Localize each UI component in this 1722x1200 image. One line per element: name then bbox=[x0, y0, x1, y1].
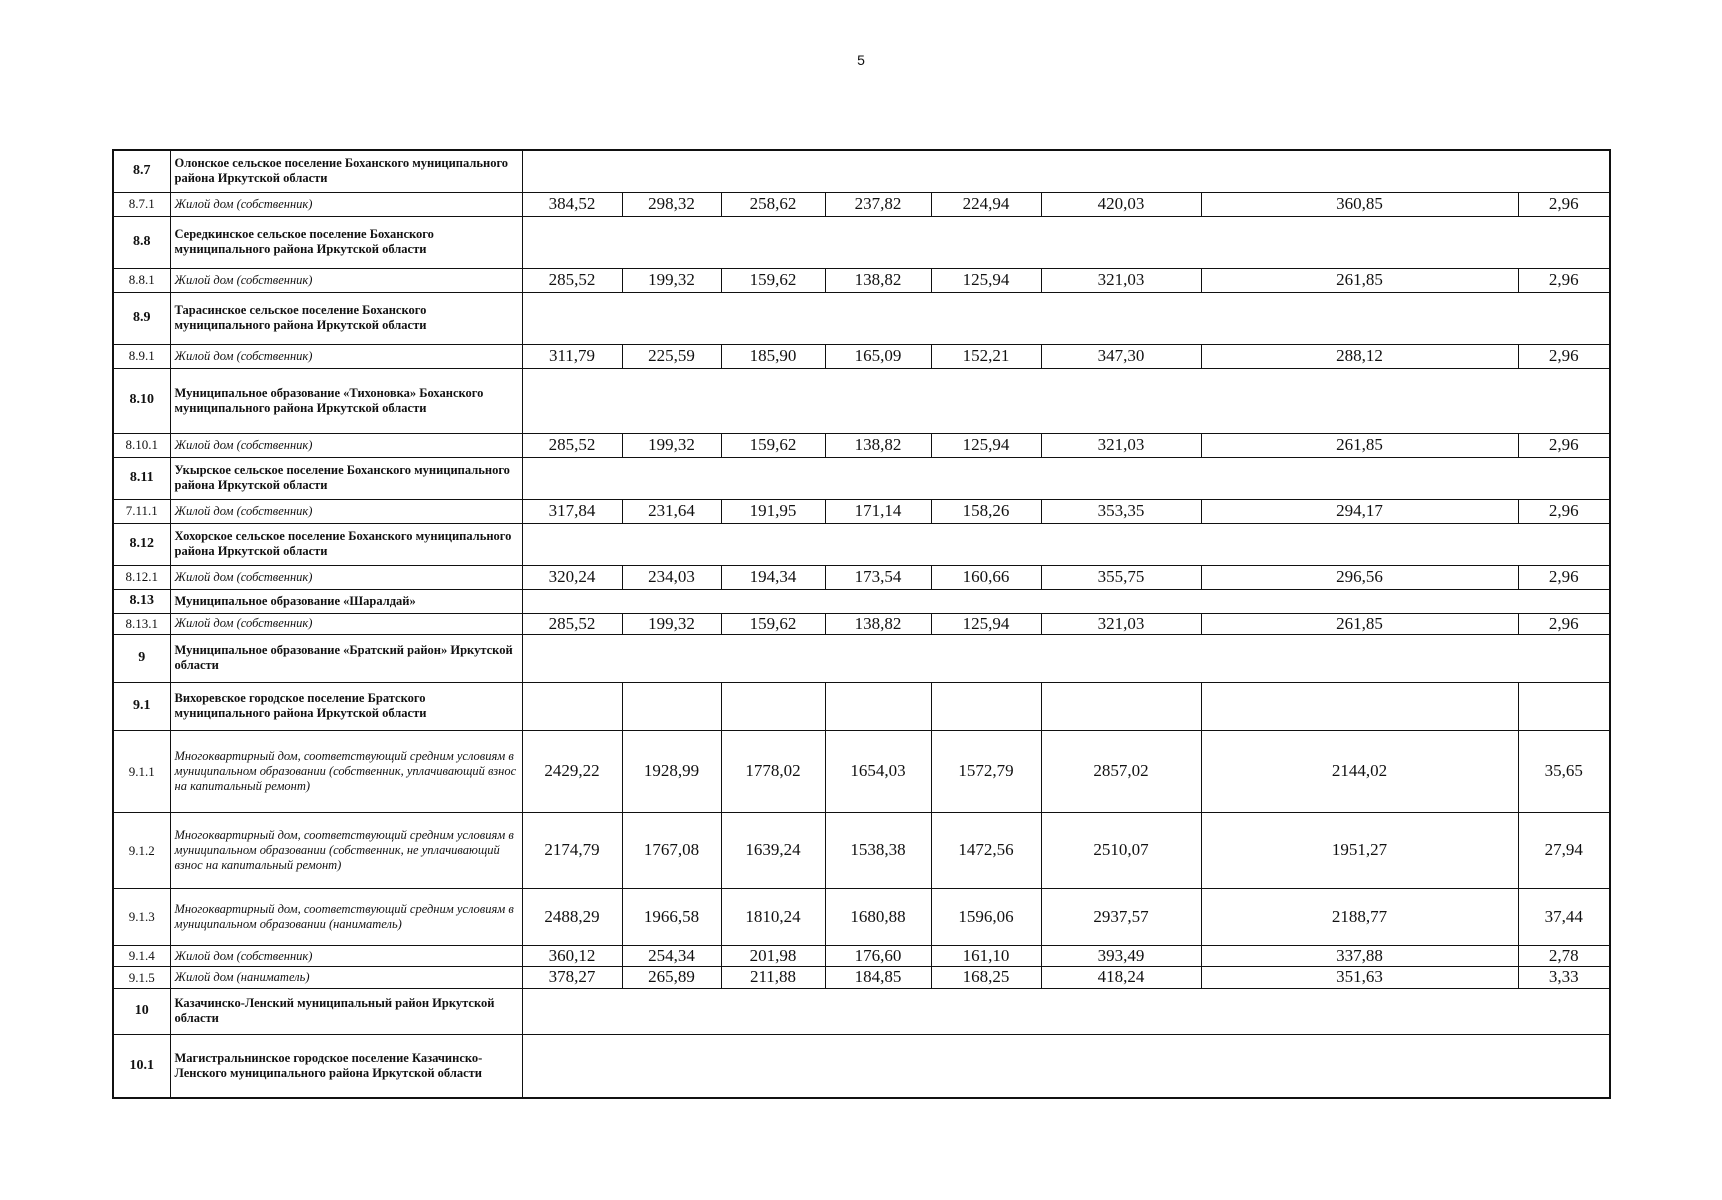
tariff-value: 234,03 bbox=[622, 565, 721, 589]
tariff-value: 285,52 bbox=[522, 268, 622, 292]
section-fill bbox=[522, 150, 1610, 192]
tariff-table bbox=[112, 149, 1611, 1099]
table-row bbox=[113, 192, 1610, 216]
section-name: Муниципальное образование «Тихоновка» Боханского муниципального района Иркутской области bbox=[170, 368, 522, 433]
table-row bbox=[113, 268, 1610, 292]
tariff-value: 37,44 bbox=[1518, 888, 1610, 945]
tariff-value: 320,24 bbox=[522, 565, 622, 589]
empty-cell bbox=[622, 682, 721, 730]
section-fill bbox=[522, 1034, 1610, 1098]
tariff-value: 261,85 bbox=[1201, 613, 1518, 634]
tariff-value: 2,96 bbox=[1518, 433, 1610, 457]
section-fill bbox=[522, 216, 1610, 268]
tariff-value: 165,09 bbox=[825, 344, 931, 368]
item-name: Многоквартирный дом, соответствующий средним условиям в муниципальном образовании (собственник, уплачивающий взнос на капитальный ремонт) bbox=[170, 730, 522, 812]
table-row bbox=[113, 565, 1610, 589]
section-fill bbox=[522, 589, 1610, 613]
row-code: 9.1 bbox=[113, 682, 170, 730]
tariff-value: 321,03 bbox=[1041, 268, 1201, 292]
section-row bbox=[113, 150, 1610, 192]
tariff-value: 138,82 bbox=[825, 433, 931, 457]
tariff-value: 237,82 bbox=[825, 192, 931, 216]
section-name: Вихоревское городское поселение Братского муниципального района Иркутской области bbox=[170, 682, 522, 730]
tariff-value: 420,03 bbox=[1041, 192, 1201, 216]
tariff-value: 2429,22 bbox=[522, 730, 622, 812]
section-name: Муниципальное образование «Братский район» Иркутской области bbox=[170, 634, 522, 682]
tariff-value: 285,52 bbox=[522, 613, 622, 634]
section-name: Казачинско-Ленский муниципальный район Иркутской области bbox=[170, 988, 522, 1034]
tariff-value: 224,94 bbox=[931, 192, 1041, 216]
tariff-value: 125,94 bbox=[931, 433, 1041, 457]
tariff-value: 288,12 bbox=[1201, 344, 1518, 368]
tariff-value: 125,94 bbox=[931, 268, 1041, 292]
tariff-value: 2,78 bbox=[1518, 945, 1610, 966]
table-row bbox=[113, 499, 1610, 523]
tariff-value: 285,52 bbox=[522, 433, 622, 457]
tariff-value: 384,52 bbox=[522, 192, 622, 216]
row-code: 8.10 bbox=[113, 368, 170, 433]
tariff-value: 211,88 bbox=[721, 967, 825, 988]
empty-cell bbox=[1041, 682, 1201, 730]
item-name: Жилой дом (наниматель) bbox=[170, 967, 522, 988]
tariff-value: 261,85 bbox=[1201, 433, 1518, 457]
section-fill bbox=[522, 368, 1610, 433]
item-name: Жилой дом (собственник) bbox=[170, 945, 522, 966]
tariff-value: 1572,79 bbox=[931, 730, 1041, 812]
tariff-value: 378,27 bbox=[522, 967, 622, 988]
tariff-value: 138,82 bbox=[825, 268, 931, 292]
tariff-value: 2,96 bbox=[1518, 499, 1610, 523]
section-row bbox=[113, 292, 1610, 344]
row-code: 9.1.2 bbox=[113, 812, 170, 888]
table-row bbox=[113, 730, 1610, 812]
tariff-value: 337,88 bbox=[1201, 945, 1518, 966]
item-name: Жилой дом (собственник) bbox=[170, 344, 522, 368]
empty-cell bbox=[522, 682, 622, 730]
tariff-value: 171,14 bbox=[825, 499, 931, 523]
tariff-value: 138,82 bbox=[825, 613, 931, 634]
item-name: Жилой дом (собственник) bbox=[170, 499, 522, 523]
item-name: Многоквартирный дом, соответствующий средним условиям в муниципальном образовании (наниматель) bbox=[170, 888, 522, 945]
section-row bbox=[113, 988, 1610, 1034]
section-row bbox=[113, 682, 1610, 730]
tariff-value: 199,32 bbox=[622, 433, 721, 457]
tariff-value: 173,54 bbox=[825, 565, 931, 589]
item-name: Жилой дом (собственник) bbox=[170, 613, 522, 634]
tariff-value: 160,66 bbox=[931, 565, 1041, 589]
section-fill bbox=[522, 988, 1610, 1034]
section-name: Хохорское сельское поселение Боханского муниципального района Иркутской области bbox=[170, 523, 522, 565]
row-code: 8.12 bbox=[113, 523, 170, 565]
tariff-value: 168,25 bbox=[931, 967, 1041, 988]
section-row bbox=[113, 634, 1610, 682]
row-code: 8.9 bbox=[113, 292, 170, 344]
tariff-value: 1538,38 bbox=[825, 812, 931, 888]
tariff-value: 231,64 bbox=[622, 499, 721, 523]
tariff-value: 2,96 bbox=[1518, 268, 1610, 292]
table-row bbox=[113, 433, 1610, 457]
item-name: Жилой дом (собственник) bbox=[170, 433, 522, 457]
tariff-value: 1778,02 bbox=[721, 730, 825, 812]
section-name: Укырское сельское поселение Боханского муниципального района Иркутской области bbox=[170, 457, 522, 499]
tariff-value: 1810,24 bbox=[721, 888, 825, 945]
row-code: 8.13.1 bbox=[113, 613, 170, 634]
empty-cell bbox=[825, 682, 931, 730]
tariff-value: 2174,79 bbox=[522, 812, 622, 888]
tariff-value: 1654,03 bbox=[825, 730, 931, 812]
section-fill bbox=[522, 457, 1610, 499]
row-code: 9 bbox=[113, 634, 170, 682]
row-code: 9.1.5 bbox=[113, 967, 170, 988]
tariff-value: 184,85 bbox=[825, 967, 931, 988]
tariff-value: 1639,24 bbox=[721, 812, 825, 888]
tariff-value: 360,85 bbox=[1201, 192, 1518, 216]
row-code: 8.11 bbox=[113, 457, 170, 499]
tariff-value: 311,79 bbox=[522, 344, 622, 368]
section-name: Муниципальное образование «Шаралдай» bbox=[170, 589, 522, 613]
tariff-value: 296,56 bbox=[1201, 565, 1518, 589]
section-fill bbox=[522, 292, 1610, 344]
table-row bbox=[113, 888, 1610, 945]
tariff-value: 347,30 bbox=[1041, 344, 1201, 368]
tariff-value: 258,62 bbox=[721, 192, 825, 216]
tariff-value: 1680,88 bbox=[825, 888, 931, 945]
tariff-value: 265,89 bbox=[622, 967, 721, 988]
tariff-value: 3,33 bbox=[1518, 967, 1610, 988]
tariff-value: 159,62 bbox=[721, 268, 825, 292]
tariff-value: 159,62 bbox=[721, 433, 825, 457]
tariff-value: 2,96 bbox=[1518, 344, 1610, 368]
tariff-value: 2937,57 bbox=[1041, 888, 1201, 945]
empty-cell bbox=[931, 682, 1041, 730]
section-row bbox=[113, 457, 1610, 499]
row-code: 10.1 bbox=[113, 1034, 170, 1098]
tariff-value: 2,96 bbox=[1518, 613, 1610, 634]
page-number: 5 bbox=[857, 52, 865, 68]
tariff-value: 159,62 bbox=[721, 613, 825, 634]
tariff-value: 35,65 bbox=[1518, 730, 1610, 812]
row-code: 8.10.1 bbox=[113, 433, 170, 457]
tariff-value: 298,32 bbox=[622, 192, 721, 216]
tariff-value: 158,26 bbox=[931, 499, 1041, 523]
tariff-value: 2144,02 bbox=[1201, 730, 1518, 812]
tariff-value: 1767,08 bbox=[622, 812, 721, 888]
section-name: Середкинское сельское поселение Боханского муниципального района Иркутской области bbox=[170, 216, 522, 268]
row-code: 9.1.4 bbox=[113, 945, 170, 966]
tariff-value: 355,75 bbox=[1041, 565, 1201, 589]
row-code: 9.1.1 bbox=[113, 730, 170, 812]
tariff-value: 225,59 bbox=[622, 344, 721, 368]
tariff-value: 321,03 bbox=[1041, 613, 1201, 634]
empty-cell bbox=[721, 682, 825, 730]
tariff-value: 176,60 bbox=[825, 945, 931, 966]
row-code: 8.12.1 bbox=[113, 565, 170, 589]
tariff-value: 1596,06 bbox=[931, 888, 1041, 945]
tariff-value: 360,12 bbox=[522, 945, 622, 966]
table-row bbox=[113, 344, 1610, 368]
tariff-value: 254,34 bbox=[622, 945, 721, 966]
row-code: 8.8 bbox=[113, 216, 170, 268]
tariff-value: 1966,58 bbox=[622, 888, 721, 945]
tariff-value: 125,94 bbox=[931, 613, 1041, 634]
table-row bbox=[113, 613, 1610, 634]
tariff-value: 351,63 bbox=[1201, 967, 1518, 988]
section-fill bbox=[522, 634, 1610, 682]
section-row bbox=[113, 216, 1610, 268]
row-code: 7.11.1 bbox=[113, 499, 170, 523]
table-row bbox=[113, 945, 1610, 966]
row-code: 8.8.1 bbox=[113, 268, 170, 292]
section-row bbox=[113, 589, 1610, 613]
section-row bbox=[113, 368, 1610, 433]
section-name: Олонское сельское поселение Боханского муниципального района Иркутской области bbox=[170, 150, 522, 192]
section-fill bbox=[522, 523, 1610, 565]
tariff-value: 321,03 bbox=[1041, 433, 1201, 457]
tariff-value: 27,94 bbox=[1518, 812, 1610, 888]
tariff-value: 393,49 bbox=[1041, 945, 1201, 966]
tariff-value: 294,17 bbox=[1201, 499, 1518, 523]
tariff-value: 2510,07 bbox=[1041, 812, 1201, 888]
tariff-value: 191,95 bbox=[721, 499, 825, 523]
row-code: 8.13 bbox=[113, 589, 170, 613]
section-row bbox=[113, 1034, 1610, 1098]
tariff-value: 201,98 bbox=[721, 945, 825, 966]
row-code: 8.9.1 bbox=[113, 344, 170, 368]
section-row bbox=[113, 523, 1610, 565]
row-code: 8.7 bbox=[113, 150, 170, 192]
tariff-value: 2,96 bbox=[1518, 192, 1610, 216]
row-code: 10 bbox=[113, 988, 170, 1034]
row-code: 8.7.1 bbox=[113, 192, 170, 216]
table-row bbox=[113, 967, 1610, 988]
tariff-value: 1928,99 bbox=[622, 730, 721, 812]
tariff-value: 2857,02 bbox=[1041, 730, 1201, 812]
tariff-value: 199,32 bbox=[622, 613, 721, 634]
tariff-value: 2,96 bbox=[1518, 565, 1610, 589]
empty-cell bbox=[1518, 682, 1610, 730]
empty-cell bbox=[1201, 682, 1518, 730]
tariff-value: 185,90 bbox=[721, 344, 825, 368]
table-row bbox=[113, 812, 1610, 888]
item-name: Многоквартирный дом, соответствующий средним условиям в муниципальном образовании (собственник, не уплачивающий взнос на капитальный ремонт) bbox=[170, 812, 522, 888]
tariff-value: 2188,77 bbox=[1201, 888, 1518, 945]
tariff-value: 152,21 bbox=[931, 344, 1041, 368]
tariff-value: 261,85 bbox=[1201, 268, 1518, 292]
tariff-value: 194,34 bbox=[721, 565, 825, 589]
tariff-value: 317,84 bbox=[522, 499, 622, 523]
tariff-value: 2488,29 bbox=[522, 888, 622, 945]
tariff-value: 161,10 bbox=[931, 945, 1041, 966]
tariff-value: 1472,56 bbox=[931, 812, 1041, 888]
item-name: Жилой дом (собственник) bbox=[170, 192, 522, 216]
tariff-value: 1951,27 bbox=[1201, 812, 1518, 888]
section-name: Магистральнинское городское поселение Казачинско-Ленского муниципального района Иркутской области bbox=[170, 1034, 522, 1098]
tariff-value: 418,24 bbox=[1041, 967, 1201, 988]
item-name: Жилой дом (собственник) bbox=[170, 565, 522, 589]
item-name: Жилой дом (собственник) bbox=[170, 268, 522, 292]
tariff-value: 353,35 bbox=[1041, 499, 1201, 523]
tariff-value: 199,32 bbox=[622, 268, 721, 292]
section-name: Тарасинское сельское поселение Боханского муниципального района Иркутской области bbox=[170, 292, 522, 344]
row-code: 9.1.3 bbox=[113, 888, 170, 945]
